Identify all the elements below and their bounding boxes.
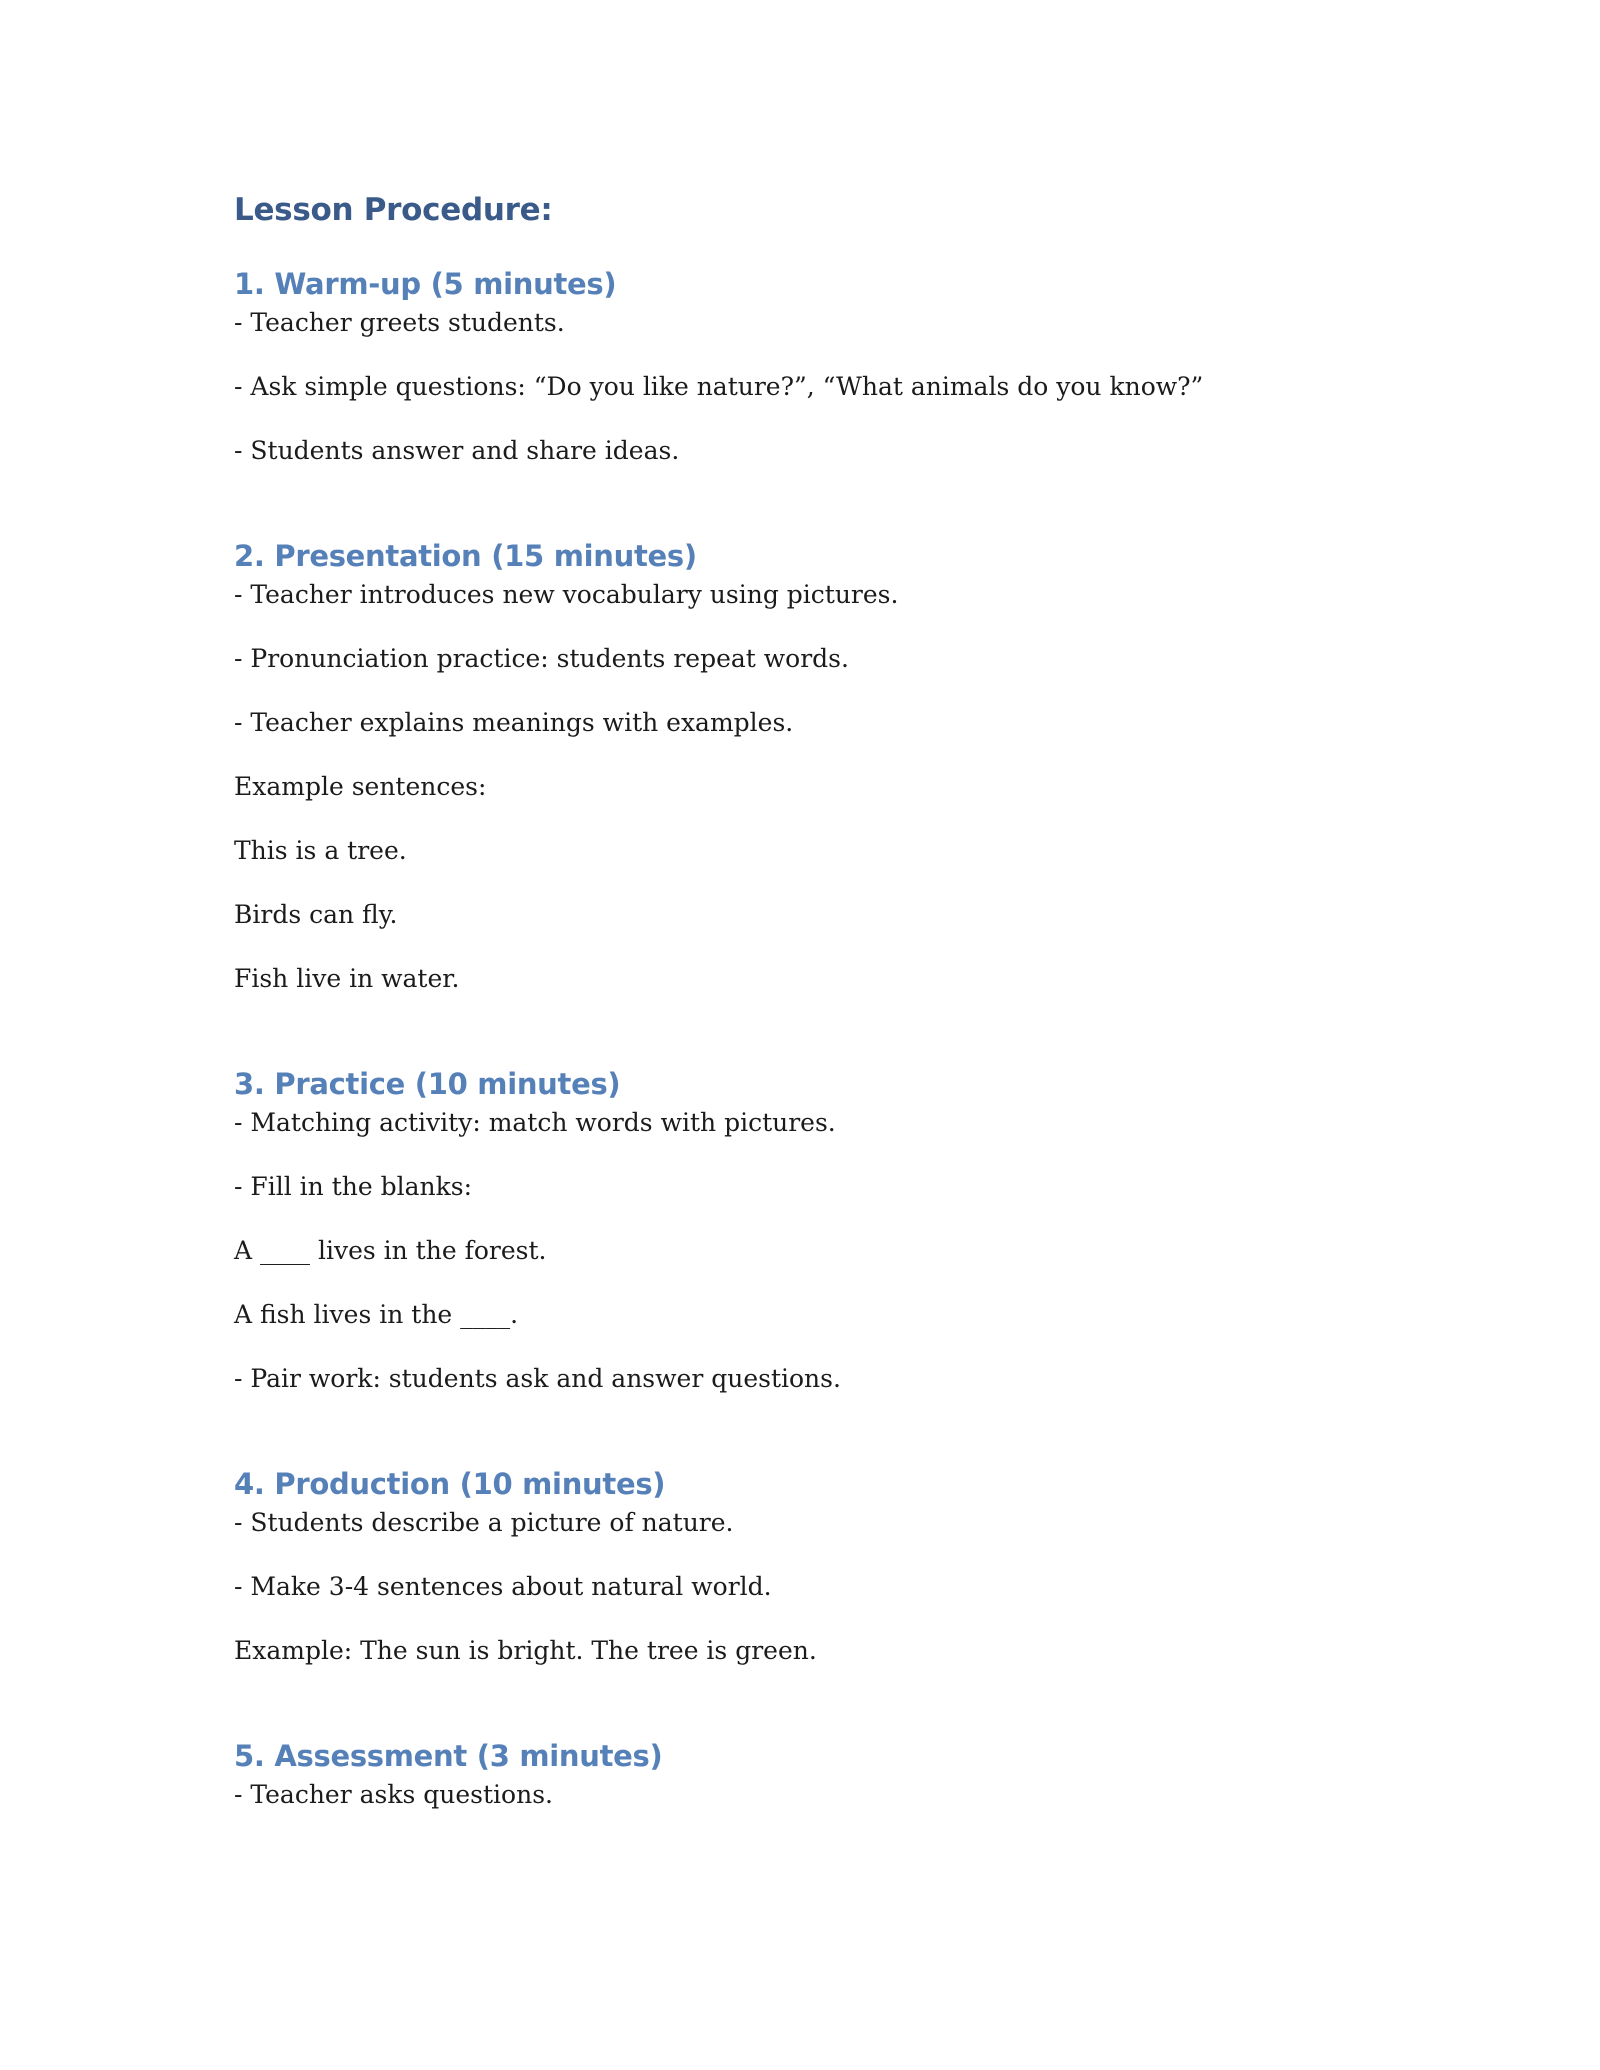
paragraph: - Make 3-4 sentences about natural world. (234, 1572, 772, 1601)
paragraph: - Teacher introduces new vocabulary using pictures. (234, 580, 899, 609)
section-heading: 4. Production (10 minutes) (234, 1467, 666, 1501)
paragraph: - Pair work: students ask and answer questions. (234, 1364, 841, 1393)
paragraph: - Teacher explains meanings with examples. (234, 708, 794, 737)
paragraph: - Students answer and share ideas. (234, 436, 680, 465)
paragraph: Example: The sun is bright. The tree is green. (234, 1636, 817, 1665)
paragraph: This is a tree. (234, 836, 407, 865)
document-title: Lesson Procedure: (234, 192, 553, 228)
paragraph: Fish live in water. (234, 964, 460, 993)
paragraph: - Fill in the blanks: (234, 1172, 473, 1201)
section-heading: 5. Assessment (3 minutes) (234, 1739, 663, 1773)
paragraph: Birds can fly. (234, 900, 398, 929)
section-heading: 1. Warm-up (5 minutes) (234, 267, 617, 301)
paragraph: A fish lives in the ____. (234, 1300, 519, 1329)
paragraph: - Pronunciation practice: students repeat words. (234, 644, 849, 673)
section-practice (234, 1064, 1374, 1396)
paragraph: - Matching activity: match words with pictures. (234, 1108, 836, 1137)
paragraph: - Teacher greets students. (234, 308, 565, 337)
section-heading: 3. Practice (10 minutes) (234, 1067, 621, 1101)
section-heading: 2. Presentation (15 minutes) (234, 539, 697, 573)
section-warm-up (234, 264, 1374, 468)
section-assessment (234, 1736, 1374, 1812)
paragraph: - Teacher asks questions. (234, 1780, 553, 1809)
section-production (234, 1464, 1374, 1668)
section-presentation (234, 536, 1374, 996)
paragraph: - Students describe a picture of nature. (234, 1508, 734, 1537)
paragraph: A ____ lives in the forest. (234, 1236, 547, 1265)
paragraph: Example sentences: (234, 772, 487, 801)
document-body (234, 188, 1374, 1812)
paragraph: - Ask simple questions: “Do you like nature?”, “What animals do you know?” (234, 372, 1204, 401)
